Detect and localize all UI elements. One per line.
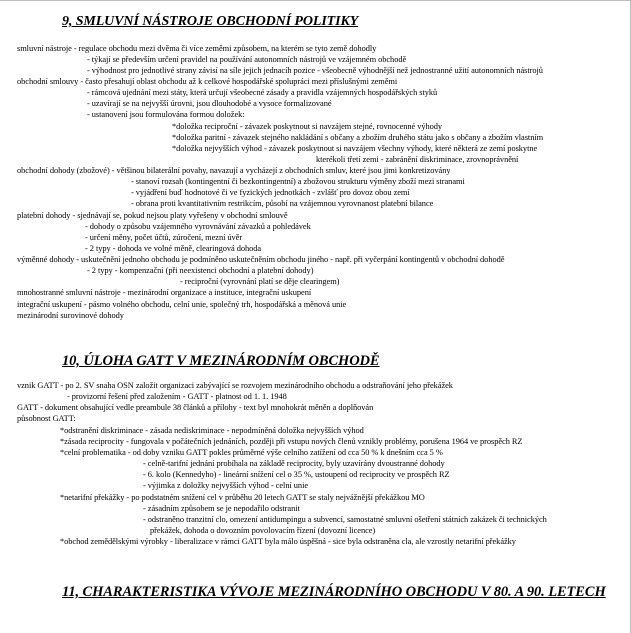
text-line: kterékoli třetí zemi - zabránění diskriminace, zrovnoprávnění bbox=[316, 155, 519, 164]
text-line: - určení měny, počet účtů, zúročení, mezní úvěr bbox=[85, 233, 243, 242]
text-line: - zásadním způsobem se je nepodařilo odstranit bbox=[143, 504, 300, 513]
text-line: mnohostranné smluvní nástroje - mezinárodní organizace a instituce, integrační uskupení bbox=[17, 288, 312, 297]
text-line: *netarifní překážky - po podstatném snížení cel v průběhu 20 letech GATT se staly nejvážnější překážkou MO bbox=[60, 493, 425, 502]
text-line: překážek, dohoda o dovozním povolovacím řízení (dovozní licence) bbox=[150, 526, 376, 535]
text-line: smluvní nástroje - regulace obchodu mezi dvěma či více zeměmi způsobem, na kterém se tyto země dohodly bbox=[17, 44, 377, 53]
text-line: - reciproční (vyrovnání platí se děje clearingem) bbox=[180, 277, 340, 286]
text-line: - uzavírají se na nejvyšší úrovni, jsou dlouhodobé a vysoce formalizované bbox=[87, 99, 332, 108]
text-line: - 2 typy - dohoda ve volné měně, clearingová dohoda bbox=[85, 244, 262, 253]
text-line: - rámcová ujednání mezi státy, která určují všeobecné zásady a pravidla vzájemných hospodářských styků bbox=[87, 88, 438, 97]
text-line: - stanoví rozsah (kontingentní či bezkontingentní) a zbožovou strukturu výměny zboží mezi stranami bbox=[131, 177, 465, 186]
text-line: - dohody o způsobu vzájemného vyrovnávání závazků a pohledávek bbox=[85, 222, 311, 231]
text-line: vznik GATT - po 2. SV snaha OSN založit organizaci zabývající se rozvojem mezinárodního obchodu a odstraňování jeho překážek bbox=[17, 381, 453, 390]
text-line: - odstraněno tranzitní clo, omezení antidumpingu a subvencí, samostatné smluvní ošetření státních zakázek či technických bbox=[143, 515, 547, 524]
text-line: mezinárodní surovinové dohody bbox=[17, 311, 124, 320]
text-line: - 2 typy - kompenzační (při neexistenci obchodní a platební dohody) bbox=[87, 266, 314, 275]
text-line: *zásada reciprocity - fungovala v počátečních jednáních, později při vstupu nových členů vznikly problémy, porušena 1964 ve prospěch RZ bbox=[60, 437, 523, 446]
text-line: - týkají se především určení pravidel na používání autonomních nástrojů ve vzájemném obchodě bbox=[87, 55, 407, 64]
text-line: *obchod zemědělskými výrobky - liberalizace v rámci GATT byla málo úspěšná - sice byla odstraněna cla, ale vzrostly netarifní překážky bbox=[60, 537, 516, 546]
text-line: integrační uskupení - pásmo volného obchodu, celní unie, společný trh, hospodářská a měnová unie bbox=[17, 300, 347, 309]
text-line: obchodní smlouvy - často přesahují oblast obchodu až k celkové hospodářské spolupráci mezi příslušnými zeměmi bbox=[17, 77, 398, 86]
text-line: platební dohody - sjednávají se, pokud nejsou platy vyřešeny v obchodní smlouvě bbox=[17, 211, 288, 220]
page-border-top bbox=[0, 0, 631, 1]
text-line: - 6. kolo (Kennedyho) - lineární snížení cel o 35 %, ustoupení od reciprocity ve prospěch RZ bbox=[143, 470, 450, 479]
section-heading-9: 9, SMLUVNÍ NÁSTROJE OBCHODNÍ POLITIKY bbox=[62, 14, 359, 29]
text-line: obchodní dohody (zbožové) - většinou bilaterální povahy, navazují a vycházejí z obchodních smluv, které jsou jimi konkretizovány bbox=[17, 166, 451, 175]
text-line: *doložka nejvyšších výhod - závazek poskytnout si navzájem všechny výhody, které některá ze zemí poskytne bbox=[172, 144, 538, 153]
text-line: GATT - dokument obsahující vedle preambule 38 článků a přílohy - text byl mnohokrát měněn a doplňován bbox=[17, 403, 374, 412]
text-line: - ustanovení jsou formulována formou doložek: bbox=[87, 110, 245, 119]
section-heading-10: 10, ÚLOHA GATT V MEZINÁRODNÍM OBCHODĚ bbox=[62, 353, 380, 369]
text-line: - celně-tarifní jednání probíhala na základě reciprocity, byly uzavírány dvoustranné dohody bbox=[143, 459, 445, 468]
text-line: působnost GATT: bbox=[17, 414, 76, 423]
text-line: *celní problematika - od doby vzniku GATT pokles průměrné výše celního zatížení od cca 50 % k dnešním cca 5 % bbox=[60, 448, 443, 457]
text-line: - obrana proti kvantitativním restrikcím, působí na vzájemnou vyrovnanost platební bilance bbox=[131, 199, 434, 208]
text-line: - vyjádření buď hodnotové či ve fyzických jednotkách - zvlášť pro dovoz obou zemí bbox=[131, 188, 410, 197]
text-line: *odstranění diskriminace - zásada nediskriminace - nepodmíněná doložka nejvyšších výhod bbox=[60, 426, 364, 435]
text-line: výměnné dohody - uskutečnění jednoho obchodu je podmíněno uskutečněním obchodu jiného - např. při vyčerpání kontingentů v obchodní dohodě bbox=[17, 255, 505, 264]
text-line: - výhodnost pro jednotlivé strany závisí na síle jejich jednacíh pozice - všeobecně výhodnější než jednostranné užití autonomních nástrojů bbox=[87, 66, 543, 75]
section-heading-11: 11, CHARAKTERISTIKA VÝVOJE MEZINÁRODNÍHO OBCHODU V 80. A 90. LETECH bbox=[62, 584, 606, 600]
text-line: *doložka paritní - závazek stejného nakládání s občany a zbožím druhého státu jako s občany a zbožím vlastním bbox=[172, 133, 544, 142]
text-line: *doložka reciproční - závazek poskytnout si navzájem stejné, rovnocenné výhody bbox=[172, 122, 443, 131]
text-line: - provizorní řešení před založením - GATT - platnost od 1. 1. 1948 bbox=[67, 392, 287, 401]
text-line: - výjimka z doložky nejvyšších výhod - celní unie bbox=[143, 481, 309, 490]
